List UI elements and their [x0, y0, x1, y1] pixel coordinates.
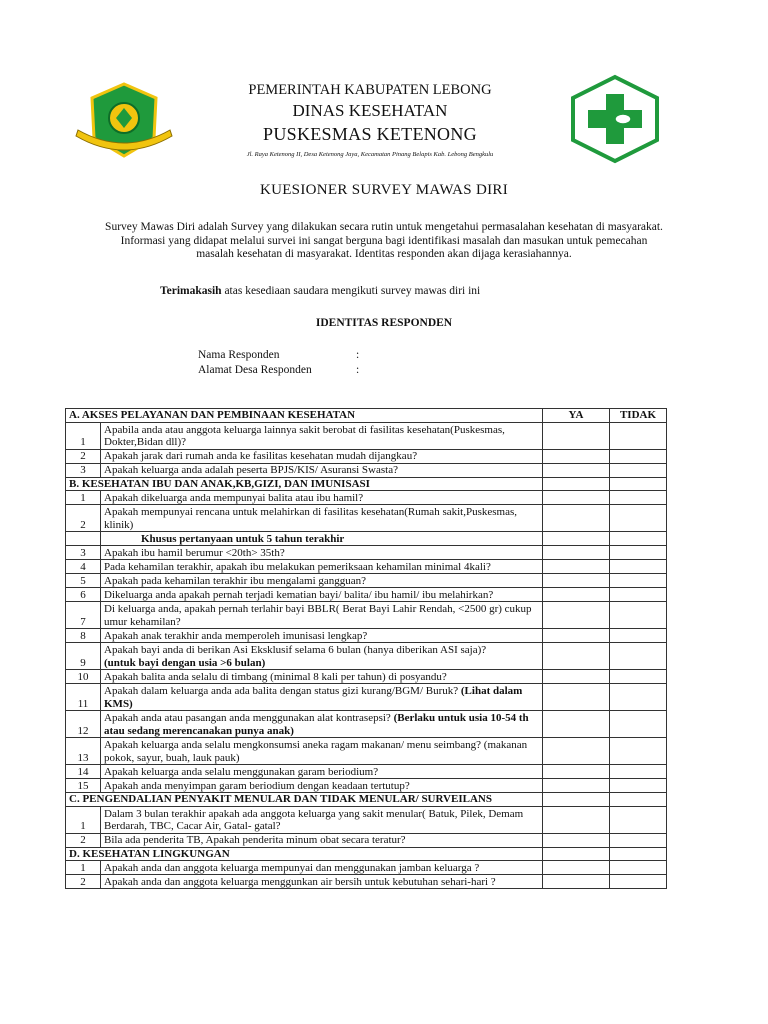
question-number: 2: [66, 449, 101, 463]
respondent-name-field[interactable]: [198, 349, 360, 361]
table-row: [66, 463, 667, 477]
question-number: 8: [66, 629, 101, 643]
question-number: 6: [66, 588, 101, 602]
question-number: 10: [66, 670, 101, 684]
puskesmas-logo-icon: [568, 74, 662, 164]
answer-ya-cell[interactable]: [543, 629, 610, 643]
answer-ya-cell[interactable]: [543, 505, 610, 532]
section-b-title: B. KESEHATAN IBU DAN ANAK,KB,GIZI, DAN IMUNISASI: [66, 477, 543, 491]
question-number: 1: [66, 491, 101, 505]
respondent-address-label: Alamat Desa Responden: [198, 364, 312, 376]
answer-tidak-cell[interactable]: [610, 711, 667, 738]
subsection-title: Khusus pertanyaan untuk 5 tahun terakhir: [101, 532, 543, 546]
table-row: [66, 505, 667, 532]
table-row: [66, 574, 667, 588]
respondent-name-label: Nama Responden: [198, 349, 280, 361]
table-row: [66, 546, 667, 560]
question-text: Apakah dikeluarga anda mempunyai balita atau ibu hamil?: [101, 491, 543, 505]
table-row: [66, 449, 667, 463]
header-address: Jl. Raya Ketenong II, Desa Ketenong Jaya, Kecamatan Pinang Belapis Kab. Lebong Bengkulu: [246, 151, 494, 158]
question-text: Apakah bayi anda di berikan Asi Eksklusif selama 6 bulan (hanya diberikan ASI saja)? (untuk bayi dengan usia >6 bulan): [101, 643, 543, 670]
table-row: [66, 602, 667, 629]
header-department: DINAS KESEHATAN: [292, 101, 448, 120]
table-row: [66, 560, 667, 574]
table-row: [66, 643, 667, 670]
question-text: Apakah anda atau pasangan anda menggunakan alat kontrasepsi? (Berlaku untuk usia 10-54 th atau sedang merencanakan punya anak): [101, 711, 543, 738]
answer-tidak-cell[interactable]: [610, 588, 667, 602]
answer-ya-cell[interactable]: [543, 711, 610, 738]
question-text: Apabila anda atau anggota keluarga lainnya sakit berobat di fasilitas kesehatan(Puskesmas, Dokter,Bidan dll)?: [101, 422, 543, 449]
table-row: [66, 833, 667, 847]
answer-tidak-cell[interactable]: [610, 765, 667, 779]
table-row: [66, 875, 667, 889]
table-row: [66, 765, 667, 779]
column-ya: YA: [543, 409, 610, 423]
question-text: Apakah keluarga anda selalu mengkonsumsi aneka ragam makanan/ menu seimbang? (makanan pokok, sayur, buah, lauk pauk): [101, 738, 543, 765]
question-text: Apakah anda dan anggota keluarga mempunyai dan menggunakan jamban keluarga ?: [101, 861, 543, 875]
answer-ya-cell[interactable]: [543, 574, 610, 588]
question-text: Apakah mempunyai rencana untuk melahirkan di fasilitas kesehatan(Rumah sakit,Puskesmas, klinik): [101, 505, 543, 532]
answer-tidak-cell[interactable]: [610, 643, 667, 670]
answer-tidak-cell[interactable]: [610, 560, 667, 574]
table-row: [66, 588, 667, 602]
header-government: PEMERINTAH KABUPATEN LEBONG: [248, 82, 492, 98]
question-number: 1: [66, 806, 101, 833]
question-number: 1: [66, 422, 101, 449]
question-number: 2: [66, 505, 101, 532]
answer-ya-cell[interactable]: [543, 779, 610, 793]
answer-ya-cell[interactable]: [543, 806, 610, 833]
question-number: [66, 532, 101, 546]
answer-tidak-cell[interactable]: [610, 806, 667, 833]
question-text: Bila ada penderita TB, Apakah penderita minum obat secara teratur?: [101, 833, 543, 847]
answer-ya-cell[interactable]: [543, 546, 610, 560]
question-text: Dalam 3 bulan terakhir apakah ada anggota keluarga yang sakit menular( Batuk, Pilek, Demam Berdarah, TBC, Cacar Air, Gatal- gatal?: [101, 806, 543, 833]
answer-ya-cell[interactable]: [543, 602, 610, 629]
thanks-line: [160, 285, 480, 297]
question-text: Apakah anda menyimpan garam beriodium dengan keadaan tertutup?: [101, 779, 543, 793]
question-text: Apakah keluarga anda adalah peserta BPJS/KIS/ Asuransi Swasta?: [101, 463, 543, 477]
answer-ya-cell[interactable]: [543, 588, 610, 602]
identity-heading: IDENTITAS RESPONDEN: [315, 317, 453, 329]
thanks-rest: atas kesediaan saudara mengikuti survey mawas diri ini: [221, 285, 481, 297]
respondent-address-field[interactable]: [198, 364, 360, 376]
answer-ya-cell[interactable]: [543, 875, 610, 889]
question-text: Pada kehamilan terakhir, apakah ibu melakukan pemeriksaan kehamilan minimal 4kali?: [101, 560, 543, 574]
question-text: Apakah anak terakhir anda memperoleh imunisasi lengkap?: [101, 629, 543, 643]
answer-ya-cell[interactable]: [543, 422, 610, 449]
answer-tidak-cell[interactable]: [610, 505, 667, 532]
kabupaten-lebong-emblem-icon: [68, 78, 180, 164]
question-text: Apakah balita anda selalu di timbang (minimal 8 kali per tahun) di posyandu?: [101, 670, 543, 684]
answer-ya-cell[interactable]: [543, 833, 610, 847]
answer-tidak-cell[interactable]: [610, 463, 667, 477]
table-row: [66, 738, 667, 765]
section-a-title: A. AKSES PELAYANAN DAN PEMBINAAN KESEHATAN: [66, 409, 543, 423]
answer-ya-cell[interactable]: [543, 861, 610, 875]
question-number: 1: [66, 861, 101, 875]
table-row: [66, 629, 667, 643]
answer-ya-cell[interactable]: [543, 643, 610, 670]
answer-tidak-cell[interactable]: [610, 861, 667, 875]
question-note: (Berlaku untuk usia 10-54 th atau sedang merencanakan punya anak): [104, 712, 529, 737]
questionnaire-table: [65, 408, 667, 889]
question-text: Apakah dalam keluarga anda ada balita dengan status gizi kurang/BGM/ Buruk? (Lihat dalam KMS): [101, 684, 543, 711]
question-text: Apakah pada kehamilan terakhir ibu mengalami gangguan?: [101, 574, 543, 588]
intro-paragraph: Survey Mawas Diri adalah Survey yang dilakukan secara rutin untuk mengetahui permasalahan kesehatan di masyarakat. Informasi yang didapat melalui survei ini sangat berguna bagi identifikasi masalah dan masukan untuk pemecahan masalah kesehatan di masyarakat. Identitas responden akan dijaga kerasiahannya.: [105, 221, 663, 260]
question-text: Dikeluarga anda apakah pernah terjadi kematian bayi/ balita/ ibu hamil/ ibu melahirkan?: [101, 588, 543, 602]
answer-ya-cell[interactable]: [543, 765, 610, 779]
question-number: 14: [66, 765, 101, 779]
thanks-bold: Terimakasih: [160, 285, 222, 297]
colon: :: [356, 364, 360, 376]
question-note: (Lihat dalam KMS): [104, 685, 523, 710]
question-text: Apakah keluarga anda selalu menggunakan garam beriodium?: [101, 765, 543, 779]
answer-tidak-cell[interactable]: [610, 684, 667, 711]
table-row: [66, 711, 667, 738]
answer-tidak-cell[interactable]: [610, 422, 667, 449]
answer-ya-cell[interactable]: [543, 560, 610, 574]
section-header-row: [66, 409, 667, 423]
question-number: 2: [66, 833, 101, 847]
question-number: 4: [66, 560, 101, 574]
question-number: 2: [66, 875, 101, 889]
question-number: 15: [66, 779, 101, 793]
subsection-row: [66, 532, 667, 546]
answer-tidak-cell[interactable]: [610, 546, 667, 560]
question-text: Apakah anda dan anggota keluarga menggunkan air bersih untuk kebutuhan sehari-hari ?: [101, 875, 543, 889]
answer-tidak-cell[interactable]: [610, 491, 667, 505]
section-header-row: [66, 847, 667, 861]
question-note: (untuk bayi dengan usia >6 bulan): [104, 656, 266, 669]
table-row: [66, 422, 667, 449]
section-d-title: D. KESEHATAN LINGKUNGAN: [66, 847, 543, 861]
header-puskesmas: PUSKESMAS KETENONG: [263, 124, 477, 144]
answer-ya-cell[interactable]: [543, 738, 610, 765]
answer-tidak-cell[interactable]: [610, 670, 667, 684]
question-text: Di keluarga anda, apakah pernah terlahir bayi BBLR( Berat Bayi Lahir Rendah, <2500 gr) cukup umur kehamilan?: [101, 602, 543, 629]
answer-ya-cell[interactable]: [543, 684, 610, 711]
answer-tidak-cell[interactable]: [610, 574, 667, 588]
question-number: 9: [66, 643, 101, 670]
question-number: 11: [66, 684, 101, 711]
column-tidak: TIDAK: [610, 409, 667, 423]
answer-tidak-cell[interactable]: [610, 779, 667, 793]
answer-tidak-cell[interactable]: [610, 449, 667, 463]
section-c-title: C. PENGENDALIAN PENYAKIT MENULAR DAN TIDAK MENULAR/ SURVEILANS: [66, 793, 543, 807]
answer-tidak-cell[interactable]: [610, 875, 667, 889]
question-text: Apakah jarak dari rumah anda ke fasilitas kesehatan mudah dijangkau?: [101, 449, 543, 463]
section-header-row: [66, 477, 667, 491]
question-number: 12: [66, 711, 101, 738]
question-number: 3: [66, 463, 101, 477]
colon: :: [356, 349, 360, 361]
table-row: [66, 779, 667, 793]
answer-tidak-cell[interactable]: [610, 602, 667, 629]
question-text: Apakah ibu hamil berumur <20th> 35th?: [101, 546, 543, 560]
answer-ya-cell[interactable]: [543, 670, 610, 684]
answer-ya-cell[interactable]: [543, 449, 610, 463]
answer-ya-cell[interactable]: [543, 491, 610, 505]
question-number: 7: [66, 602, 101, 629]
question-number: 13: [66, 738, 101, 765]
answer-ya-cell[interactable]: [543, 463, 610, 477]
answer-tidak-cell[interactable]: [610, 833, 667, 847]
section-header-row: [66, 793, 667, 807]
table-row: [66, 806, 667, 833]
table-row: [66, 684, 667, 711]
answer-tidak-cell[interactable]: [610, 629, 667, 643]
table-row: [66, 670, 667, 684]
table-row: [66, 491, 667, 505]
table-row: [66, 861, 667, 875]
question-number: 5: [66, 574, 101, 588]
document-title: KUESIONER SURVEY MAWAS DIRI: [259, 182, 509, 198]
answer-tidak-cell[interactable]: [610, 738, 667, 765]
question-number: 3: [66, 546, 101, 560]
